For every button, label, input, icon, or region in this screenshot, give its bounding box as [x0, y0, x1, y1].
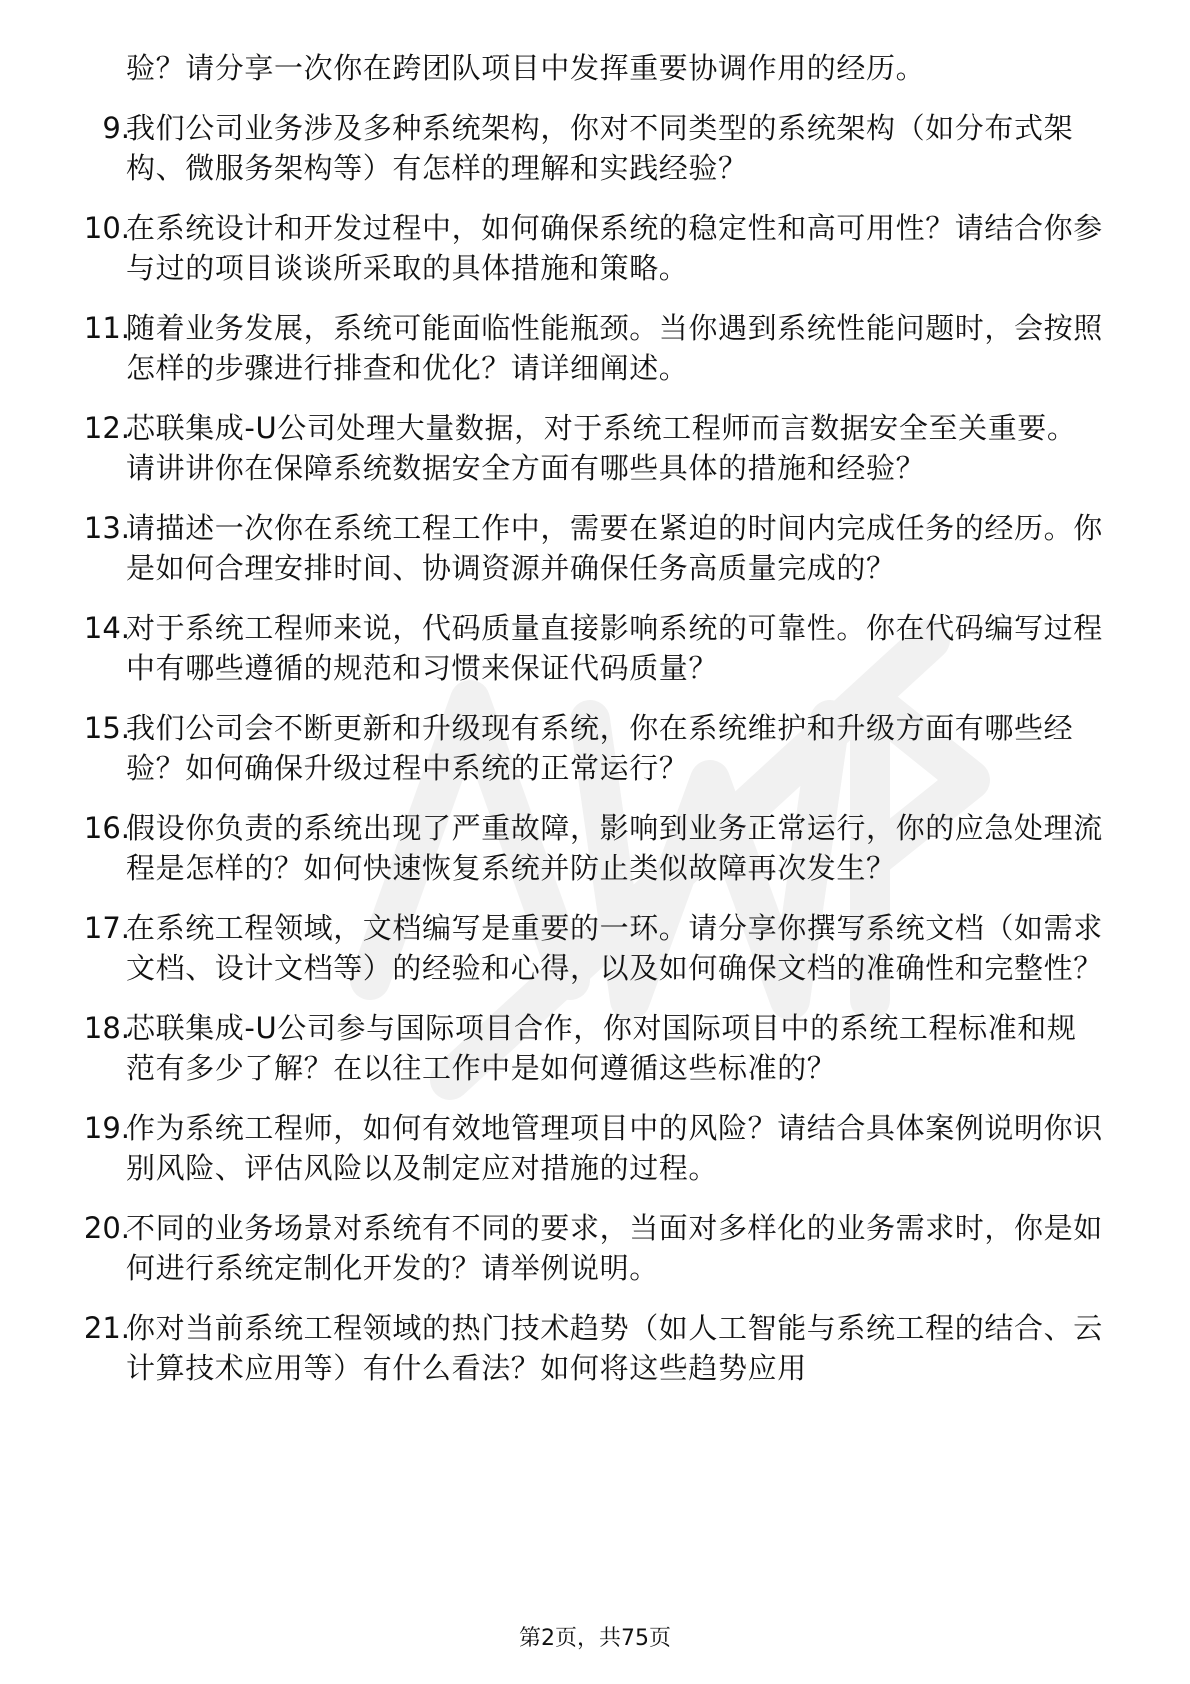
list-item	[0, 708, 1190, 788]
list-item	[0, 1008, 1190, 1088]
item-text: 随着业务发展，系统可能面临性能瓶颈。当你遇到系统性能问题时，会按照怎样的步骤进行排查和优化？请详细阐述。	[126, 311, 1103, 385]
item-number: 10.	[83, 211, 130, 245]
list-item	[0, 608, 1190, 688]
item-number: 17.	[83, 911, 130, 945]
item-number: 20.	[83, 1211, 130, 1245]
item-number: 11.	[83, 311, 130, 345]
page-footer: 第2页，共75页	[519, 1626, 671, 1651]
list-item	[0, 1108, 1190, 1188]
item-number: 12.	[83, 411, 130, 445]
list-item	[0, 1208, 1190, 1288]
question-list	[0, 48, 1190, 1408]
list-item	[0, 108, 1190, 188]
item-text: 我们公司业务涉及多种系统架构，你对不同类型的系统架构（如分布式架构、微服务架构等）有怎样的理解和实践经验？	[126, 111, 1074, 185]
item-text: 芯联集成-U公司处理大量数据，对于系统工程师而言数据安全至关重要。请讲讲你在保障系统数据安全方面有哪些具体的措施和经验？	[126, 411, 1077, 485]
item-text: 芯联集成-U公司参与国际项目合作，你对国际项目中的系统工程标准和规范有多少了解？在以往工作中是如何遵循这些标准的？	[126, 1011, 1077, 1085]
item-text: 你对当前系统工程领域的热门技术趋势（如人工智能与系统工程的结合、云计算技术应用等）有什么看法？如何将这些趋势应用	[126, 1311, 1103, 1385]
item-number: 21.	[83, 1311, 130, 1345]
item-number: 14.	[83, 611, 130, 645]
list-item	[0, 1308, 1190, 1388]
item-number: 13.	[83, 511, 130, 545]
item-number: 9.	[102, 111, 130, 145]
list-item	[0, 508, 1190, 588]
item-number: 18.	[83, 1011, 130, 1045]
list-item	[0, 808, 1190, 888]
list-item	[0, 408, 1190, 488]
item-text: 请描述一次你在系统工程工作中，需要在紧迫的时间内完成任务的经历。你是如何合理安排时间、协调资源并确保任务高质量完成的？	[126, 511, 1103, 585]
item-text: 作为系统工程师，如何有效地管理项目中的风险？请结合具体案例说明你识别风险、评估风险以及制定应对措施的过程。	[126, 1111, 1103, 1185]
item-text: 假设你负责的系统出现了严重故障，影响到业务正常运行，你的应急处理流程是怎样的？如何快速恢复系统并防止类似故障再次发生？	[126, 811, 1103, 885]
item-number: 15.	[83, 711, 130, 745]
item-text: 我们公司会不断更新和升级现有系统，你在系统维护和升级方面有哪些经验？如何确保升级过程中系统的正常运行？	[126, 711, 1074, 785]
item-text: 在系统设计和开发过程中，如何确保系统的稳定性和高可用性？请结合你参与过的项目谈谈所采取的具体措施和策略。	[126, 211, 1103, 285]
item-text: 对于系统工程师来说，代码质量直接影响系统的可靠性。你在代码编写过程中有哪些遵循的规范和习惯来保证代码质量？	[126, 611, 1103, 685]
list-item	[0, 908, 1190, 988]
list-item	[0, 308, 1190, 388]
list-item	[0, 208, 1190, 288]
item-text: 在系统工程领域，文档编写是重要的一环。请分享你撰写系统文档（如需求文档、设计文档等）的经验和心得，以及如何确保文档的准确性和完整性？	[126, 911, 1103, 985]
item-number: 19.	[83, 1111, 130, 1145]
item-text: 不同的业务场景对系统有不同的要求，当面对多样化的业务需求时，你是如何进行系统定制化开发的？请举例说明。	[126, 1211, 1103, 1285]
item-number: 16.	[83, 811, 130, 845]
item-text: 验？请分享一次你在跨团队项目中发挥重要协调作用的经历。	[126, 51, 926, 85]
list-item	[0, 48, 1190, 88]
